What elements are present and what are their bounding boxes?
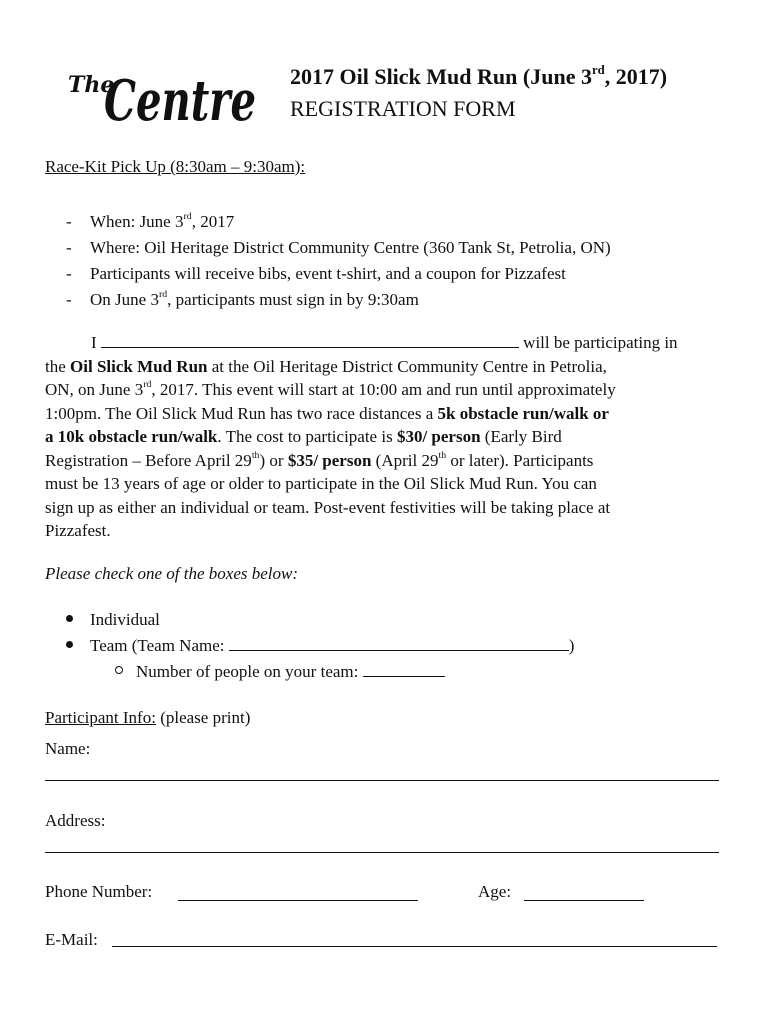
list-dash: - [66, 212, 72, 231]
form-title: 2017 Oil Slick Mud Run (June 3rd, 2017) [290, 63, 668, 89]
team-name-blank[interactable] [229, 634, 569, 651]
phone-field-line[interactable] [178, 900, 418, 901]
centre-logo [66, 48, 258, 134]
team-count: Number of people on your team: [136, 660, 445, 683]
age-label: Age: [478, 882, 512, 901]
address-field-line[interactable] [45, 852, 719, 853]
logo-the-text: The [68, 72, 115, 98]
list-dash: - [66, 264, 72, 283]
option-individual[interactable]: Individual [90, 610, 160, 629]
list-dash: - [66, 290, 72, 309]
option-team[interactable]: Team (Team Name: ) [90, 636, 575, 655]
email-field-line[interactable] [112, 946, 717, 947]
racekit-signin: On June 3rd, participants must sign in by 9:30am [90, 289, 419, 309]
participant-info-heading: Participant Info: (please print) [45, 708, 251, 727]
name-field-line[interactable] [45, 780, 719, 781]
team-count-blank[interactable] [363, 660, 445, 677]
list-dash: - [66, 238, 72, 257]
address-label: Address: [45, 811, 106, 830]
age-field-line[interactable] [524, 900, 644, 901]
bullet-icon [66, 615, 73, 622]
racekit-where: Where: Oil Heritage District Community Centre (360 Tank St, Petrolia, ON) [90, 238, 611, 257]
racekit-when: When: June 3rd, 2017 [90, 211, 235, 231]
racekit-bibs: Participants will receive bibs, event t-shirt, and a coupon for Pizzafest [90, 264, 566, 283]
bullet-icon [66, 641, 73, 648]
racekit-heading: Race-Kit Pick Up (8:30am – 9:30am): [45, 157, 306, 176]
form-subtitle: REGISTRATION FORM [290, 96, 516, 121]
name-label: Name: [45, 739, 91, 758]
check-instruction: Please check one of the boxes below: [45, 564, 299, 583]
participant-name-blank[interactable] [101, 331, 519, 348]
event-description: I will be participating in the Oil Slick Mud Run at the Oil Heritage District Community Centre in Petrolia, ON, on June 3rd, 2017. This event will start at 10:00 am and run until approximately 1:00pm. The Oil Slick Mud Run has two race distances a 5k obstacle run/walk or a 10k obstacle run/walk. The cost to participate is $30/ person (Early Bird Registration – Before April 29th) or $35/ person (April 29th or later). Participants must be 13 years of age or older to participate in the Oil Slick Mud Run. You can sign up as either an individual or team. Post-event festivities will be taking place at Pizzafest. [45, 333, 678, 540]
sub-bullet-icon [115, 666, 123, 674]
logo-centre-text: Centre [104, 68, 256, 134]
racekit-list [0, 210, 770, 310]
email-label: E-Mail: [45, 930, 98, 949]
phone-label: Phone Number: [45, 882, 153, 901]
